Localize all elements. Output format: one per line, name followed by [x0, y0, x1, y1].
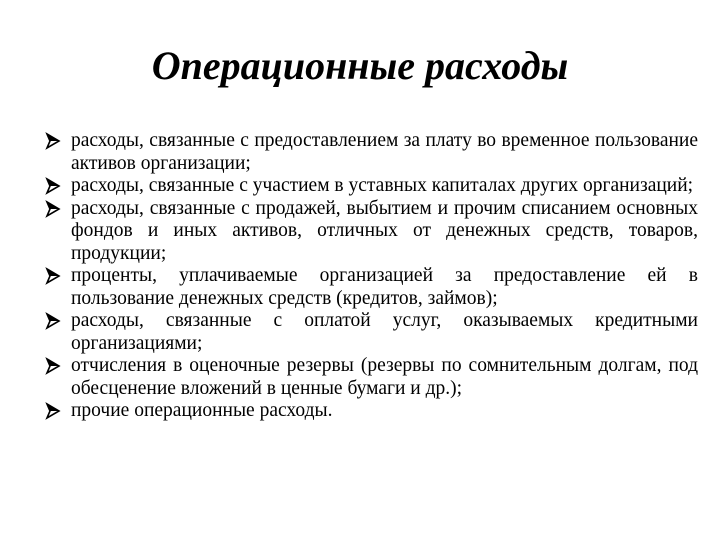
- arrow-bullet-icon: [44, 266, 62, 286]
- arrow-bullet-icon: [44, 311, 62, 331]
- bullet-text: прочие операционные расходы.: [71, 400, 333, 421]
- arrow-bullet-icon: [44, 199, 62, 219]
- bullet-item: [44, 355, 698, 400]
- arrow-bullet-icon: [44, 401, 62, 421]
- arrow-bullet-icon: [44, 131, 62, 151]
- bullet-text: расходы, связанные с продажей, выбытием и прочим списанием основных фондов и иных активов, отличных от денежных средств, товаров, продукции;: [71, 197, 698, 264]
- slide-title: Операционные расходы: [151, 43, 569, 88]
- arrow-bullet-icon: [44, 176, 62, 196]
- bullet-item: [44, 130, 698, 175]
- bullet-text: отчисления в оценочные резервы (резервы по сомнительным долгам, под обесценение вложений в ценные бумаги и др.);: [71, 355, 698, 399]
- bullet-list: [44, 130, 698, 423]
- bullet-item: [44, 265, 698, 310]
- bullet-item: [44, 198, 698, 266]
- bullet-text: расходы, связанные с оплатой услуг, оказываемых кредитными организациями;: [71, 310, 698, 354]
- bullet-item: [44, 175, 698, 198]
- bullet-text: расходы, связанные с участием в уставных капиталах других организаций;: [71, 175, 694, 196]
- bullet-text: расходы, связанные с предоставлением за плату во временное пользование активов организации;: [71, 130, 698, 174]
- bullet-item: [44, 400, 698, 423]
- bullet-item: [44, 310, 698, 355]
- bullet-text: проценты, уплачиваемые организацией за предоставление ей в пользование денежных средств (кредитов, займов);: [71, 265, 698, 309]
- arrow-bullet-icon: [44, 356, 62, 376]
